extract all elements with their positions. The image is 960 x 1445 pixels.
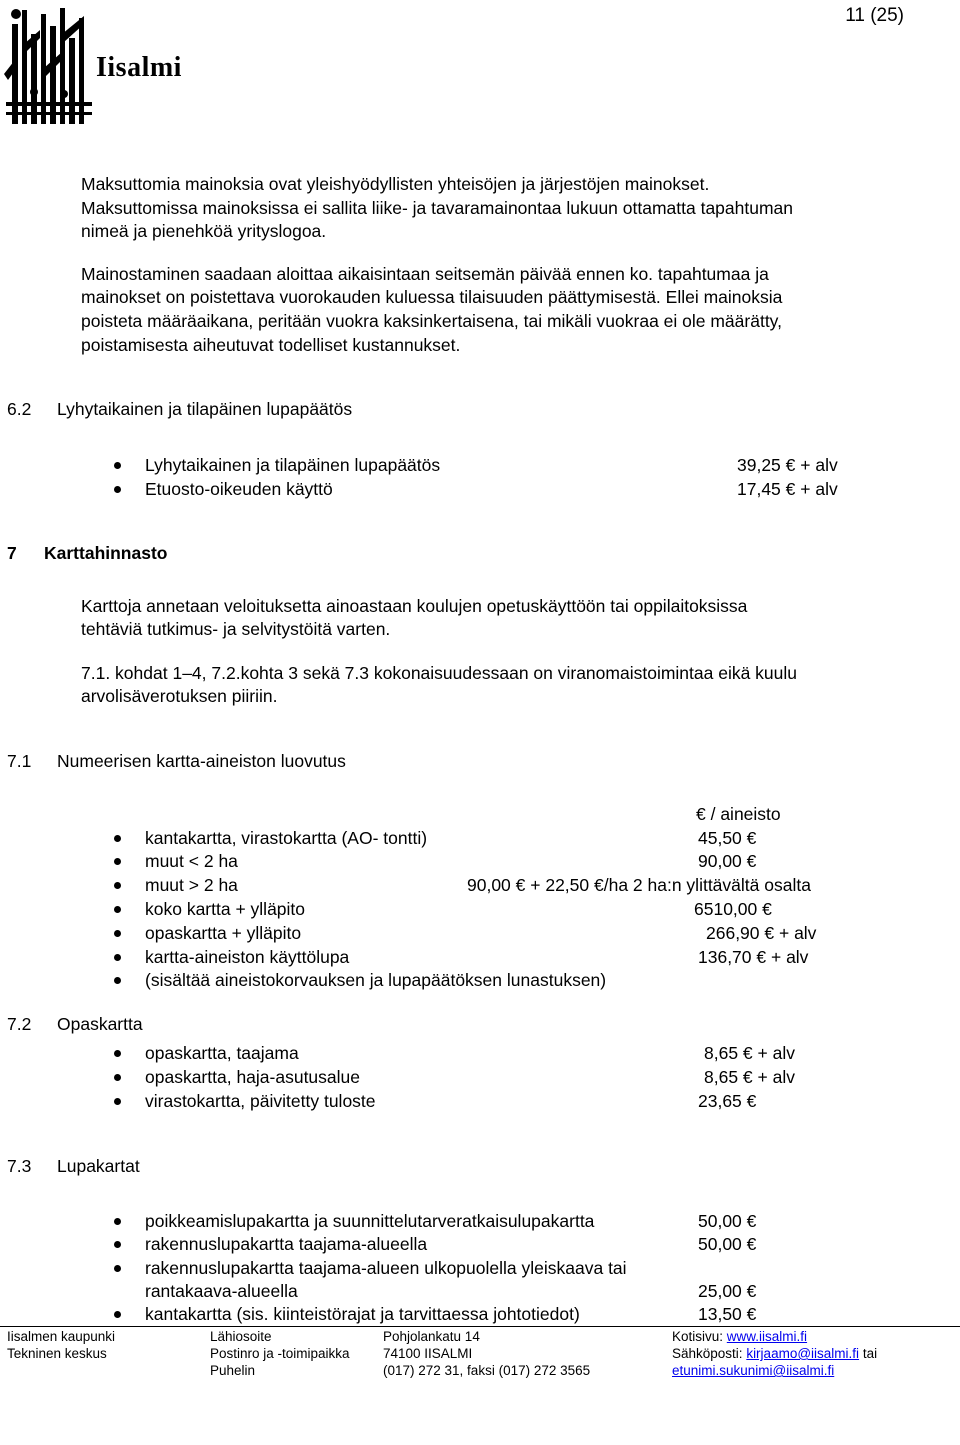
body-line: arvolisäverotuksen piiriin. <box>81 686 278 706</box>
price-label: (sisältää aineistokorvauksen ja lupapäätöksen lunastuksen) <box>145 970 607 990</box>
bullet-icon <box>114 977 121 984</box>
price-value: 90,00 € <box>698 851 757 871</box>
price-label: opaskartta + ylläpito <box>145 923 302 943</box>
email-link[interactable]: kirjaamo@iisalmi.fi <box>746 1346 860 1361</box>
intro-line: Maksuttomia mainoksia ovat yleishyödyllisten yhteisöjen ja järjestöjen mainokset. <box>81 174 710 194</box>
price-label: rakennuslupakartta taajama-alueen ulkopuolella yleiskaava tai <box>145 1258 627 1278</box>
homepage-label: Kotisivu: <box>672 1329 724 1344</box>
intro-line: Mainostaminen saadaan aloittaa aikaisintaan seitsemän päivää ennen ko. tapahtumaa ja <box>81 264 769 284</box>
price-value: 266,90 € + alv <box>706 923 817 943</box>
price-value: 13,50 € <box>698 1304 757 1324</box>
section-title: Lyhytaikainen ja tilapäinen lupapäätös <box>57 399 353 419</box>
price-label: muut > 2 ha <box>145 875 238 895</box>
body-line: tehtäviä tutkimus- ja selvitystöitä varten. <box>81 619 391 639</box>
section-title: Opaskartta <box>57 1014 143 1034</box>
heading-title: Karttahinnasto <box>44 543 168 563</box>
price-label: Etuosto-oikeuden käyttö <box>145 479 333 499</box>
price-label: opaskartta, taajama <box>145 1043 299 1063</box>
footer-postcode: 74100 IISALMI <box>383 1346 473 1361</box>
bullet-icon <box>114 1265 121 1272</box>
footer-address: Pohjolankatu 14 <box>383 1329 480 1344</box>
bullet-icon <box>114 1074 121 1081</box>
price-label: virastokartta, päivitetty tuloste <box>145 1091 376 1111</box>
intro-line: Maksuttomissa mainoksissa ei sallita liike- ja tavaramainontaa lukuun ottamatta tapahtuman <box>81 198 794 218</box>
email2-link[interactable]: etunimi.sukunimi@iisalmi.fi <box>672 1363 835 1378</box>
price-label: Lyhytaikainen ja tilapäinen lupapäätös <box>145 455 441 475</box>
price-value: 8,65 € + alv <box>704 1043 795 1063</box>
bullet-icon <box>114 1241 121 1248</box>
bullet-icon <box>114 1098 121 1105</box>
section-title: Numeerisen kartta-aineiston luovutus <box>57 751 346 771</box>
bullet-icon <box>114 486 121 493</box>
bullet-icon <box>114 1050 121 1057</box>
intro-line: mainokset on poistettava vuorokauden kuluessa tilaisuuden päättymisestä. Ellei mainoksia <box>81 287 783 307</box>
footer-homepage <box>672 1328 807 1345</box>
price-value: 50,00 € <box>698 1234 757 1254</box>
section-number: 6.2 <box>7 399 32 419</box>
bullet-icon <box>114 1218 121 1225</box>
footer-email <box>672 1345 877 1362</box>
page-number: 11 (25) <box>845 5 904 26</box>
bullet-icon <box>114 930 121 937</box>
bullet-icon <box>114 462 121 469</box>
footer-dept: Tekninen keskus <box>7 1346 107 1361</box>
section-number: 7.2 <box>7 1014 32 1034</box>
price-label: kantakartta, virastokartta (AO- tontti) <box>145 828 428 848</box>
section-title: Lupakartat <box>57 1156 140 1176</box>
iisalmi-logo <box>4 4 194 134</box>
email-label: Sähköposti: <box>672 1346 743 1361</box>
price-value: 45,50 € <box>698 828 757 848</box>
price-value: 25,00 € <box>698 1281 757 1301</box>
price-value: 39,25 € + alv <box>737 455 838 475</box>
price-value: 90,00 € + 22,50 €/ha 2 ha:n ylittävältä osalta <box>467 875 811 895</box>
price-label: poikkeamislupakartta ja suunnittelutarveratkaisulupakartta <box>145 1211 595 1231</box>
price-value: 17,45 € + alv <box>737 479 838 499</box>
footer-label: Postinro ja -toimipaikka <box>210 1346 350 1361</box>
intro-line: nimeä ja pienehköä yrityslogoa. <box>81 221 327 241</box>
price-label: koko kartta + ylläpito <box>145 899 306 919</box>
intro-line: poistamisesta aiheutuvat todelliset kustannukset. <box>81 335 461 355</box>
body-line: Karttoja annetaan veloituksetta ainoastaan koulujen opetuskäyttöön tai oppilaitoksissa <box>81 596 748 616</box>
logo-emblem-icon <box>4 4 96 132</box>
footer-org: Iisalmen kaupunki <box>7 1329 116 1344</box>
bullet-icon <box>114 1311 121 1318</box>
price-label: kantakartta (sis. kiinteistörajat ja tarvittaessa johtotiedot) <box>145 1304 580 1324</box>
section-number: 7.3 <box>7 1156 32 1176</box>
price-value: 136,70 € + alv <box>698 947 809 967</box>
heading-number: 7 <box>7 543 17 563</box>
price-label: muut < 2 ha <box>145 851 238 871</box>
bullet-icon <box>114 954 121 961</box>
body-line: 7.1. kohdat 1–4, 7.2.kohta 3 sekä 7.3 kokonaisuudessaan on viranomaistoimintaa eikä kuulu <box>81 663 798 683</box>
unit-header: € / aineisto <box>696 804 781 824</box>
email-suffix: tai <box>862 1346 878 1361</box>
price-value: 8,65 € + alv <box>704 1067 795 1087</box>
section-number: 7.1 <box>7 751 32 771</box>
price-label: kartta-aineiston käyttölupa <box>145 947 350 967</box>
price-label: rakennuslupakartta taajama-alueella <box>145 1234 428 1254</box>
intro-line: poisteta määräaikana, peritään vuokra kaksinkertaisena, tai mikäli vuokraa ei ole määrätty, <box>81 311 782 331</box>
bullet-icon <box>114 882 121 889</box>
price-value: 6510,00 € <box>694 899 772 919</box>
price-label: opaskartta, haja-asutusalue <box>145 1067 360 1087</box>
footer-email2 <box>672 1362 834 1379</box>
bullet-icon <box>114 835 121 842</box>
footer-label: Puhelin <box>210 1363 256 1378</box>
logo-wordmark: Iisalmi <box>96 52 182 83</box>
footer-phone: (017) 272 31, faksi (017) 272 3565 <box>383 1363 591 1378</box>
price-value: 23,65 € <box>698 1091 757 1111</box>
bullet-icon <box>114 858 121 865</box>
bullet-icon <box>114 906 121 913</box>
footer-rule <box>0 1326 960 1327</box>
price-value: 50,00 € <box>698 1211 757 1231</box>
price-label-continued: rantakaava-alueella <box>145 1281 298 1301</box>
homepage-link[interactable]: www.iisalmi.fi <box>726 1329 808 1344</box>
footer-label: Lähiosoite <box>210 1329 272 1344</box>
